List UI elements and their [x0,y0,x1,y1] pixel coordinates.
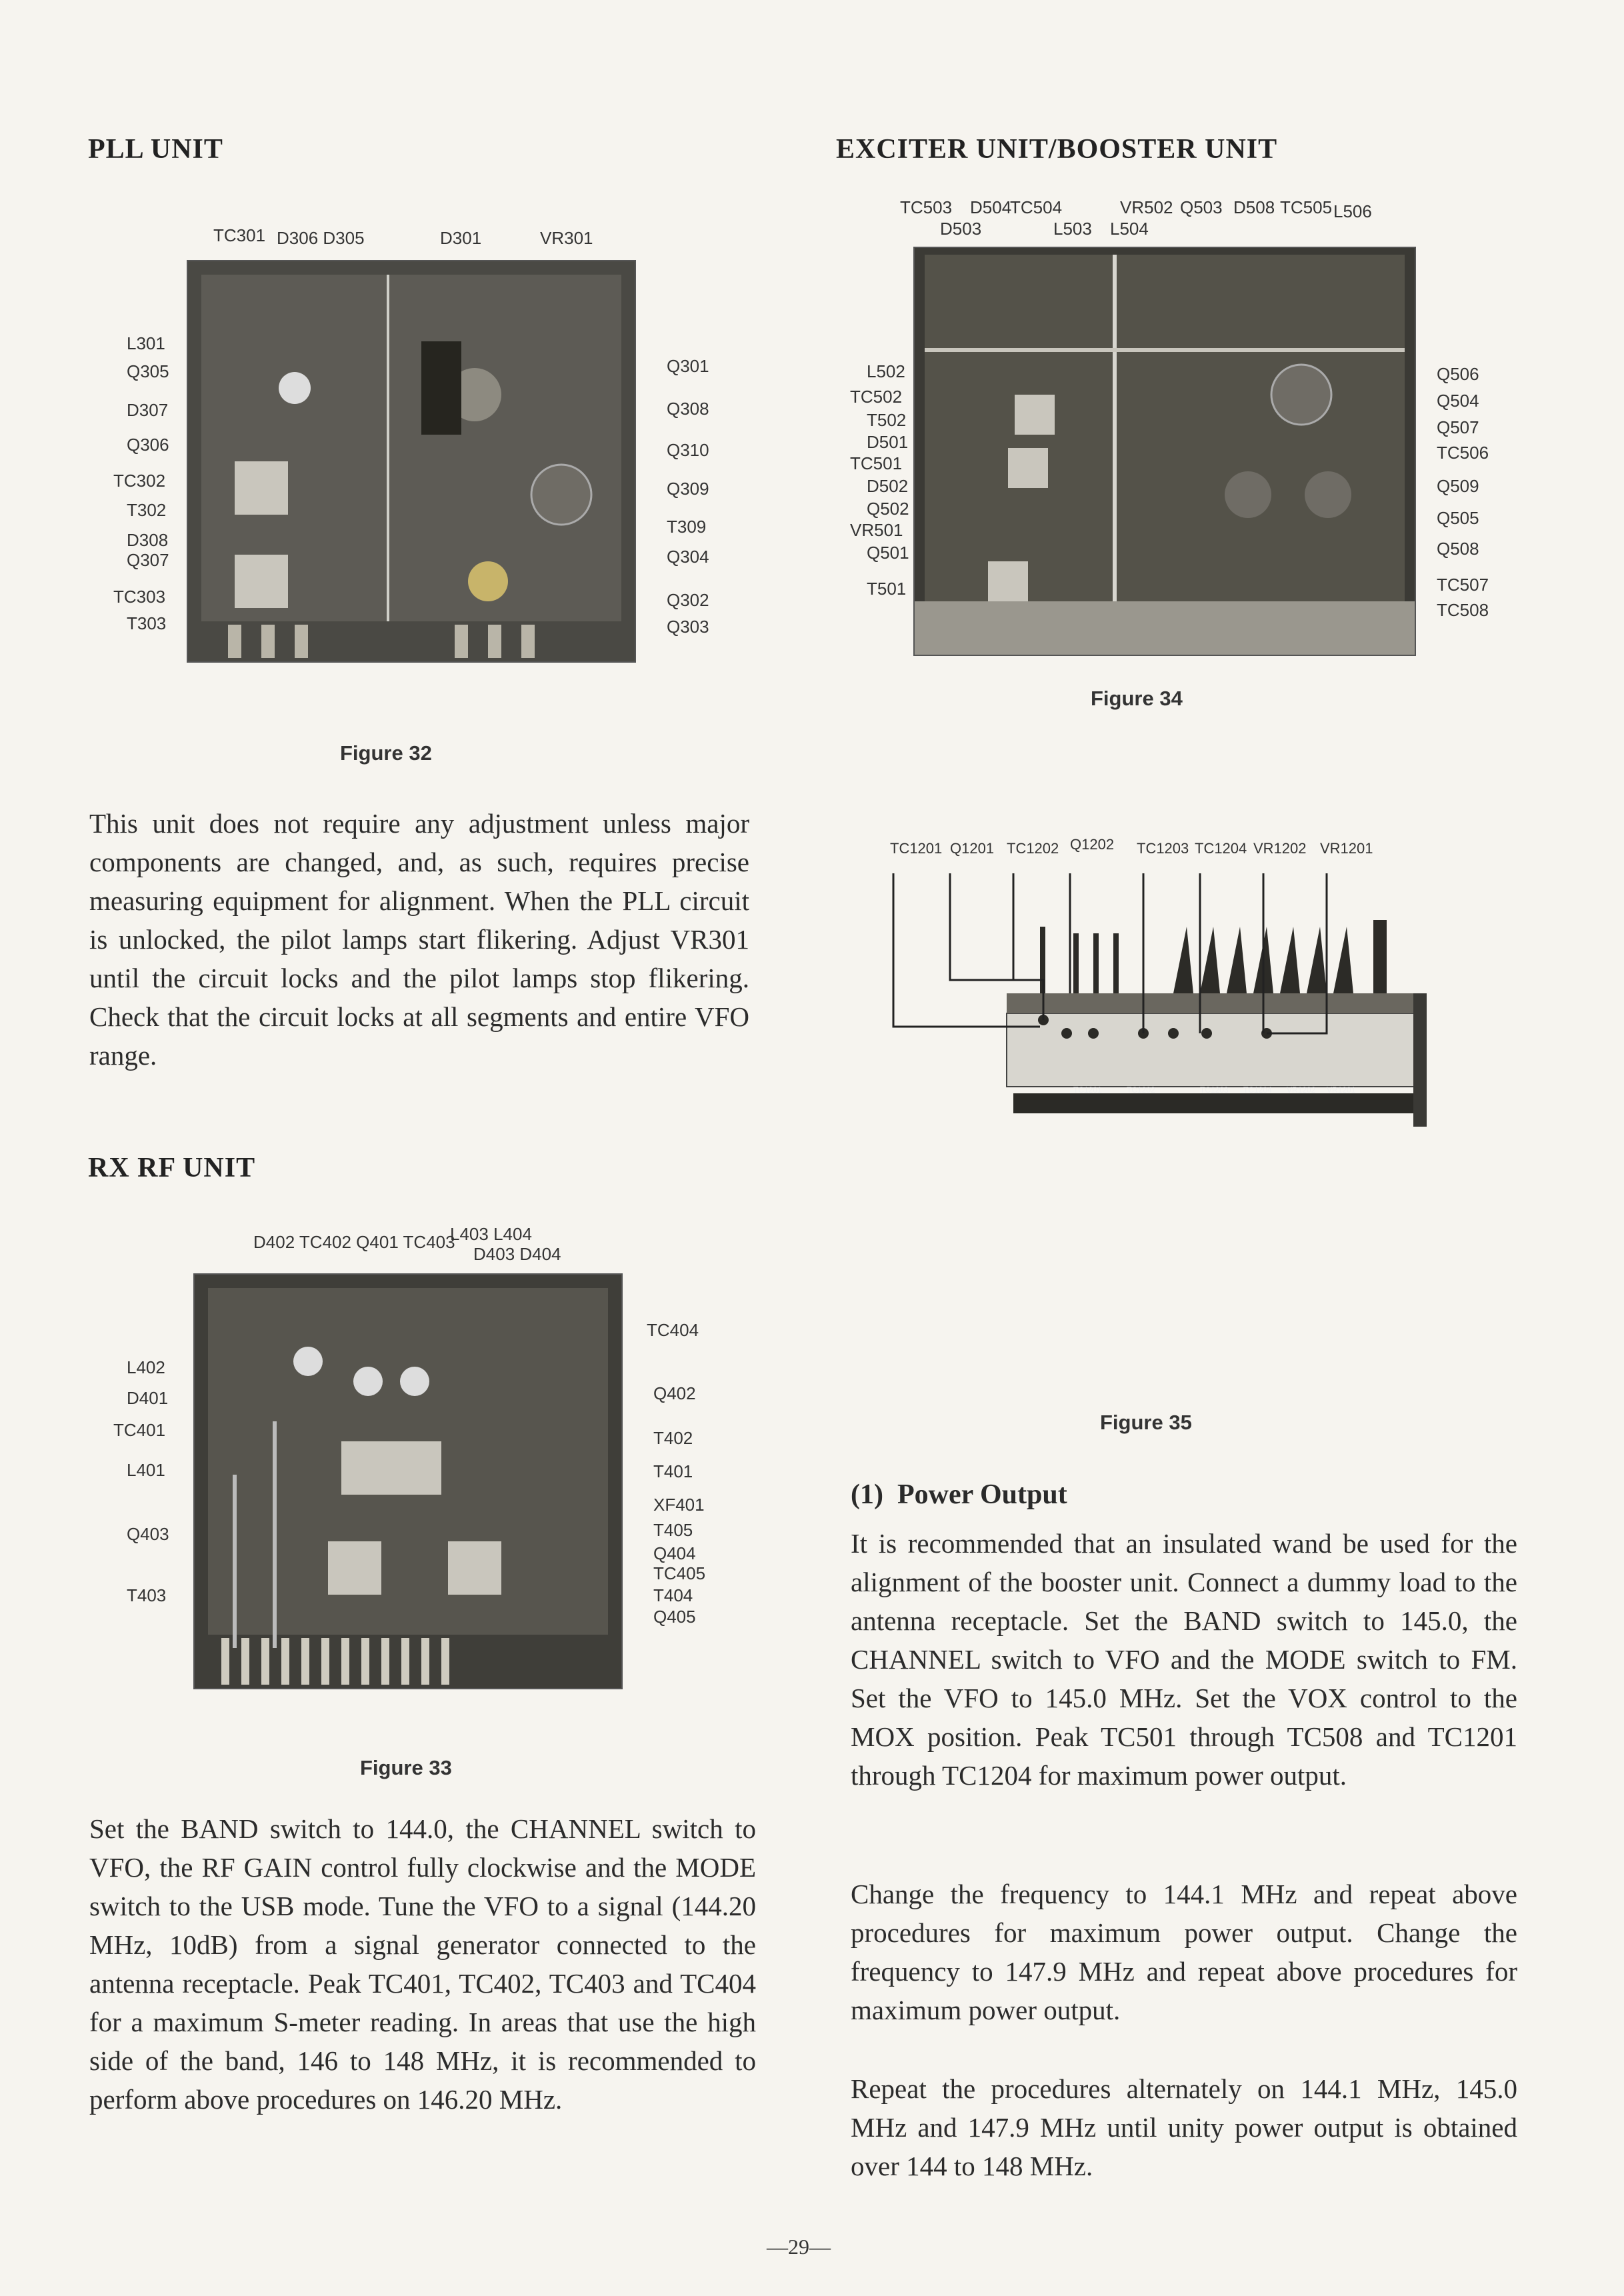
rx-left-label: L401 [127,1460,165,1480]
pll-unit-heading: PLL UNIT [88,134,223,165]
exc-left-label: TC502 [850,387,903,407]
exc-top-label: D504 [970,197,1012,217]
figure-33-caption: Figure 33 [360,1756,452,1779]
pll-paragraph-text: This unit does not require any adjustment unless major components are changed, and, as such, requires precise measuring equipment for alignment. When the PLL circuit is unlocked, the pilot lamps start flikering. Adjust VR301 until the circuit locks and the pilot lamps stop flikering. Check that the circuit locks at all segments and entire VFO range. [89,808,749,1071]
exc-left-label: Q502 [867,499,909,519]
rx-top-label: L403 L404 [450,1224,532,1244]
figure-34-caption: Figure 34 [1091,687,1183,710]
fig35-strip-label: TC1204 [1243,1085,1272,1095]
exc-top-label: TC504 [1010,197,1063,217]
pll-right-label: Q309 [667,479,709,499]
exc-right-label: Q508 [1437,539,1479,559]
pll-right-label: Q304 [667,547,709,567]
rx-right-label: T402 [653,1428,693,1448]
booster-unit-image [880,860,1480,1127]
figure-32-diagram [100,213,709,707]
fig35-top-label: TC1202 [1007,840,1059,857]
fig35-top-label: TC1201 [890,840,943,857]
exc-left-label: L502 [867,361,905,381]
rx-rf-unit-heading: RX RF UNIT [88,1153,256,1183]
figure-32-caption: Figure 32 [340,741,432,765]
pll-right-label: Q310 [667,440,709,460]
rx-paragraph-text: Set the BAND switch to 144.0, the CHANNEL switch to VFO, the RF GAIN control fully clockwise and the MODE switch to the USB mode. Tune the VFO to a signal (144.20 MHz, 10dB) from a signal generator connected to the antenna receptacle. Peak TC401, TC402, TC403 and TC404 for a maximum S-meter reading. In areas that use the high side of the band, 146 to 148 MHz, it is recommended to perform above procedures on 146.20 MHz. [89,1813,756,2115]
fig35-top-label: TC1203 [1137,840,1189,857]
exc-left-label: VR501 [850,520,903,540]
fig35-strip-label: VR1202 [1287,1085,1316,1095]
rx-top-label: D403 D404 [473,1244,561,1264]
pll-left-label: Q306 [127,435,169,455]
exc-top-label: TC505 [1280,197,1333,217]
figure-33-diagram [100,1220,733,1713]
rx-right-label: Q402 [653,1383,696,1403]
pll-right-label: Q308 [667,399,709,419]
pll-top-label: D301 [440,228,482,248]
rx-left-label: Q403 [127,1524,169,1544]
pll-right-label: T309 [667,517,707,537]
fig35-strip-label: TC1203 [1200,1085,1229,1095]
rx-right-label: T405 [653,1520,693,1540]
rx-left-label: L402 [127,1357,165,1377]
rx-board-photo [193,1273,623,1689]
rx-right-label: Q405 [653,1607,696,1627]
exciter-board-photo [913,247,1416,656]
pll-left-label: TC303 [113,587,166,607]
power-paragraph-2-text: Change the frequency to 144.1 MHz and repeat above procedures for maximum power output. Change the frequency to 147.9 MHz and repeat above procedures for maximum power output. [851,1879,1517,2025]
pll-top-label: D306 D305 [277,228,365,248]
rx-left-label: T403 [127,1585,167,1605]
fig35-top-label: Q1202 [1070,836,1115,853]
exc-left-label: Q501 [867,543,909,563]
exc-right-label: Q505 [1437,508,1479,528]
pll-left-label: L301 [127,333,165,353]
fig35-strip-label: TC1201 [1073,1085,1102,1095]
rx-top-label: D402 TC402 Q401 TC403 [253,1232,455,1252]
exc-top-label: TC503 [900,197,953,217]
pll-left-label: Q305 [127,361,169,381]
exc-left-label: T501 [867,579,907,599]
exc-left-label: T502 [867,410,907,430]
figure-35-diagram [880,833,1480,1127]
rx-left-label: TC401 [113,1420,166,1440]
exc-right-label: Q504 [1437,391,1479,411]
fig35-top-label: TC1204 [1195,840,1247,857]
rx-right-label: TC405 [653,1563,706,1583]
exc-top-label: D503 [940,219,982,239]
exc-top-label: VR502 [1120,197,1173,217]
pll-right-label: Q303 [667,617,709,637]
pll-right-label: Q302 [667,590,709,610]
figure-34-diagram [847,193,1513,673]
power-paragraph-2 [851,1875,1517,2029]
exc-left-label: TC501 [850,453,903,473]
exc-top-label: L506 [1333,201,1372,221]
exc-top-label: Q503 [1180,197,1223,217]
exc-top-label: L504 [1110,219,1149,239]
exc-top-label: D508 [1233,197,1275,217]
rx-left-label: D401 [127,1388,169,1408]
exciter-board-image [915,248,1415,655]
rx-right-label: XF401 [653,1495,705,1515]
pll-board-image [188,261,635,661]
fig35-top-label: VR1201 [1320,840,1373,857]
rx-paragraph [89,1809,756,2119]
pll-left-label: T302 [127,500,167,520]
pll-top-label: TC301 [213,225,266,245]
exc-right-label: TC508 [1437,600,1489,620]
exc-left-label: D501 [867,432,909,452]
rx-right-label: TC404 [647,1320,699,1340]
power-paragraph-1-text: It is recommended that an insulated wand be used for the alignment of the booster unit. Connect a dummy load to the antenna receptacle. Set the BAND switch to 145.0, the CHANNEL switch to VFO and the MODE switch to FM. Set the VFO to 145.0 MHz. Set the VOX control to the MOX position. Peak TC501 through TC508 and TC1201 through TC1204 for maximum power output. [851,1528,1517,1791]
exc-right-label: TC506 [1437,443,1489,463]
rx-right-label: Q404 [653,1543,696,1563]
rx-board-image [195,1275,621,1688]
pll-left-label: TC302 [113,471,166,491]
pll-left-label: T303 [127,613,167,633]
fig35-strip-label: TC1202 [1127,1085,1155,1095]
pll-left-label: D308 [127,530,169,550]
pll-right-label: Q301 [667,356,709,376]
fig35-top-label: VR1202 [1253,840,1307,857]
pll-left-label: D307 [127,400,169,420]
rx-right-label: T404 [653,1585,693,1605]
fig35-strip-label: VR1201 [1327,1085,1356,1095]
exc-right-label: Q506 [1437,364,1479,384]
exc-right-label: Q507 [1437,417,1479,437]
exc-left-label: D502 [867,476,909,496]
figure-35-caption: Figure 35 [1100,1411,1192,1434]
pll-board-photo [187,260,636,663]
pll-paragraph [89,804,749,1075]
exc-right-label: TC507 [1437,575,1489,595]
exc-right-label: Q509 [1437,476,1479,496]
rx-right-label: T401 [653,1461,693,1481]
power-paragraph-1 [851,1524,1517,1795]
fig35-top-label: Q1201 [950,840,995,857]
pll-left-label: Q307 [127,550,169,570]
power-output-heading: (1) Power Output [851,1479,1067,1510]
exc-top-label: L503 [1053,219,1092,239]
pll-top-label: VR301 [540,228,593,248]
page-number: —29— [767,2235,831,2259]
exciter-booster-heading: EXCITER UNIT/BOOSTER UNIT [836,134,1278,165]
power-paragraph-3-text: Repeat the procedures alternately on 144.1 MHz, 145.0 MHz and 147.9 MHz until unity power output is obtained over 144 to 148 MHz. [851,2073,1517,2181]
power-paragraph-3 [851,2069,1517,2185]
